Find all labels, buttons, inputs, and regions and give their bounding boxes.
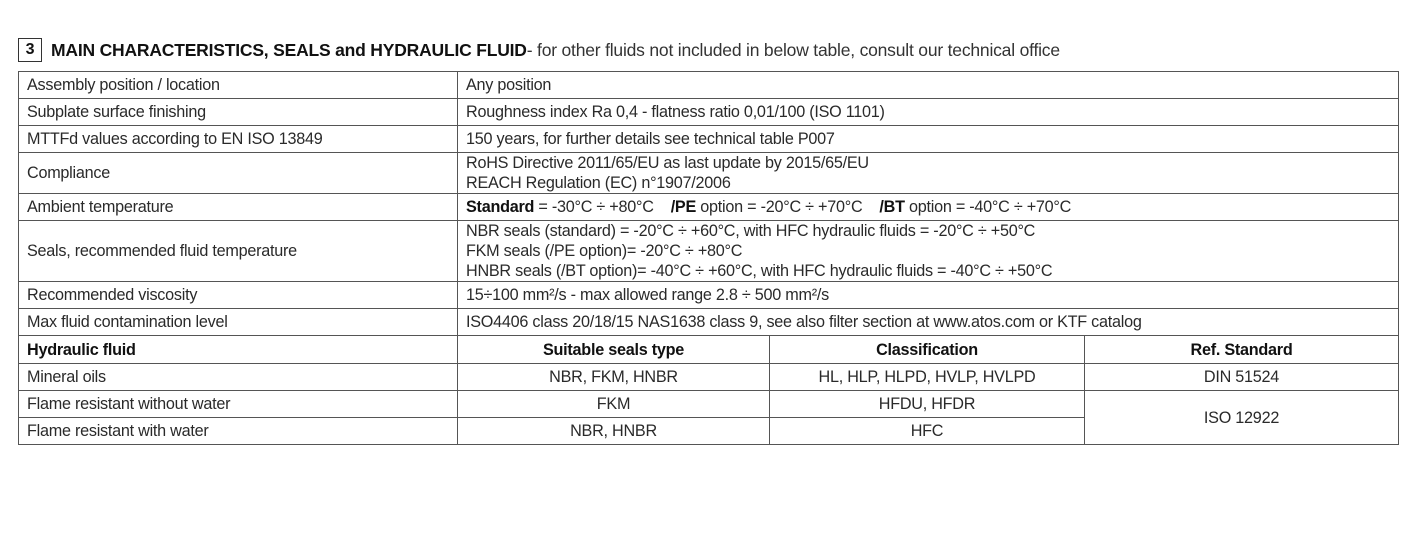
table-row-assembly-position [19,72,1399,99]
table-row-compliance [19,153,1399,194]
row-value: Any position [458,72,1399,99]
row-value [458,221,1399,282]
fluid-classification: HFC [770,418,1085,445]
table-row-subplate-finishing [19,99,1399,126]
seals-hnbr: HNBR seals (/BT option)= -40°C ÷ +60°C, with HFC hydraulic fluids = -40°C ÷ +50°C [466,262,1053,280]
row-value: Roughness index Ra 0,4 - flatness ratio 0,01/100 (ISO 1101) [458,99,1399,126]
table-row-viscosity [19,282,1399,309]
table-row-flame-resistant-without-water [19,391,1399,418]
row-value: 15÷100 mm²/s - max allowed range 2.8 ÷ 500 mm²/s [458,282,1399,309]
row-label: Assembly position / location [19,72,458,99]
characteristics-table [18,71,1399,445]
row-value [458,194,1399,221]
pe-option-range: option = -20°C ÷ +70°C [696,198,863,216]
row-label: Compliance [19,153,458,194]
seals-nbr: NBR seals (standard) = -20°C ÷ +60°C, with HFC hydraulic fluids = -20°C ÷ +50°C [466,222,1036,240]
standard-label: Standard [466,198,535,216]
fluid-seals: NBR, HNBR [458,418,770,445]
section-subtitle: - for other fluids not included in below table, consult our technical office [526,39,1060,60]
fluid-name: Mineral oils [19,364,458,391]
bt-option-range: option = -40°C ÷ +70°C [904,198,1072,216]
row-value [458,153,1399,194]
row-label: Seals, recommended fluid temperature [19,221,458,282]
row-label: Max fluid contamination level [19,309,458,336]
table-row-contamination [19,309,1399,336]
section-heading [18,38,1060,62]
row-value: ISO4406 class 20/18/15 NAS1638 class 9, see also filter section at www.atos.com or KTF catalog [458,309,1399,336]
header-ref-standard: Ref. Standard [1085,336,1399,364]
table-row-mineral-oils [19,364,1399,391]
fluid-table-header [19,336,1399,364]
fluid-standard: ISO 12922 [1085,391,1399,445]
seals-fkm: FKM seals (/PE option)= -20°C ÷ +80°C [466,242,743,260]
section-title: MAIN CHARACTERISTICS, SEALS and HYDRAULIC FLUID [51,39,527,60]
compliance-rohs: RoHS Directive 2011/65/EU as last update by 2015/65/EU [466,154,869,172]
header-seals-type: Suitable seals type [458,336,770,364]
fluid-name: Flame resistant with water [19,418,458,445]
row-label: Ambient temperature [19,194,458,221]
fluid-classification: HFDU, HFDR [770,391,1085,418]
row-value: 150 years, for further details see technical table P007 [458,126,1399,153]
bt-option-label: /BT [879,198,905,216]
table-row-seals-temperature [19,221,1399,282]
compliance-reach: REACH Regulation (EC) n°1907/2006 [466,174,731,192]
section-number-badge: 3 [18,38,42,62]
row-label: MTTFd values according to EN ISO 13849 [19,126,458,153]
pe-option-label: /PE [670,198,697,216]
table-row-mttfd [19,126,1399,153]
table-row-ambient-temperature [19,194,1399,221]
fluid-name: Flame resistant without water [19,391,458,418]
fluid-classification: HL, HLP, HLPD, HVLP, HVLPD [770,364,1085,391]
row-label: Subplate surface finishing [19,99,458,126]
fluid-seals: FKM [458,391,770,418]
fluid-standard: DIN 51524 [1085,364,1399,391]
header-classification: Classification [770,336,1085,364]
header-hydraulic-fluid: Hydraulic fluid [19,336,458,364]
standard-range: = -30°C ÷ +80°C [534,198,654,216]
fluid-seals: NBR, FKM, HNBR [458,364,770,391]
row-label: Recommended viscosity [19,282,458,309]
